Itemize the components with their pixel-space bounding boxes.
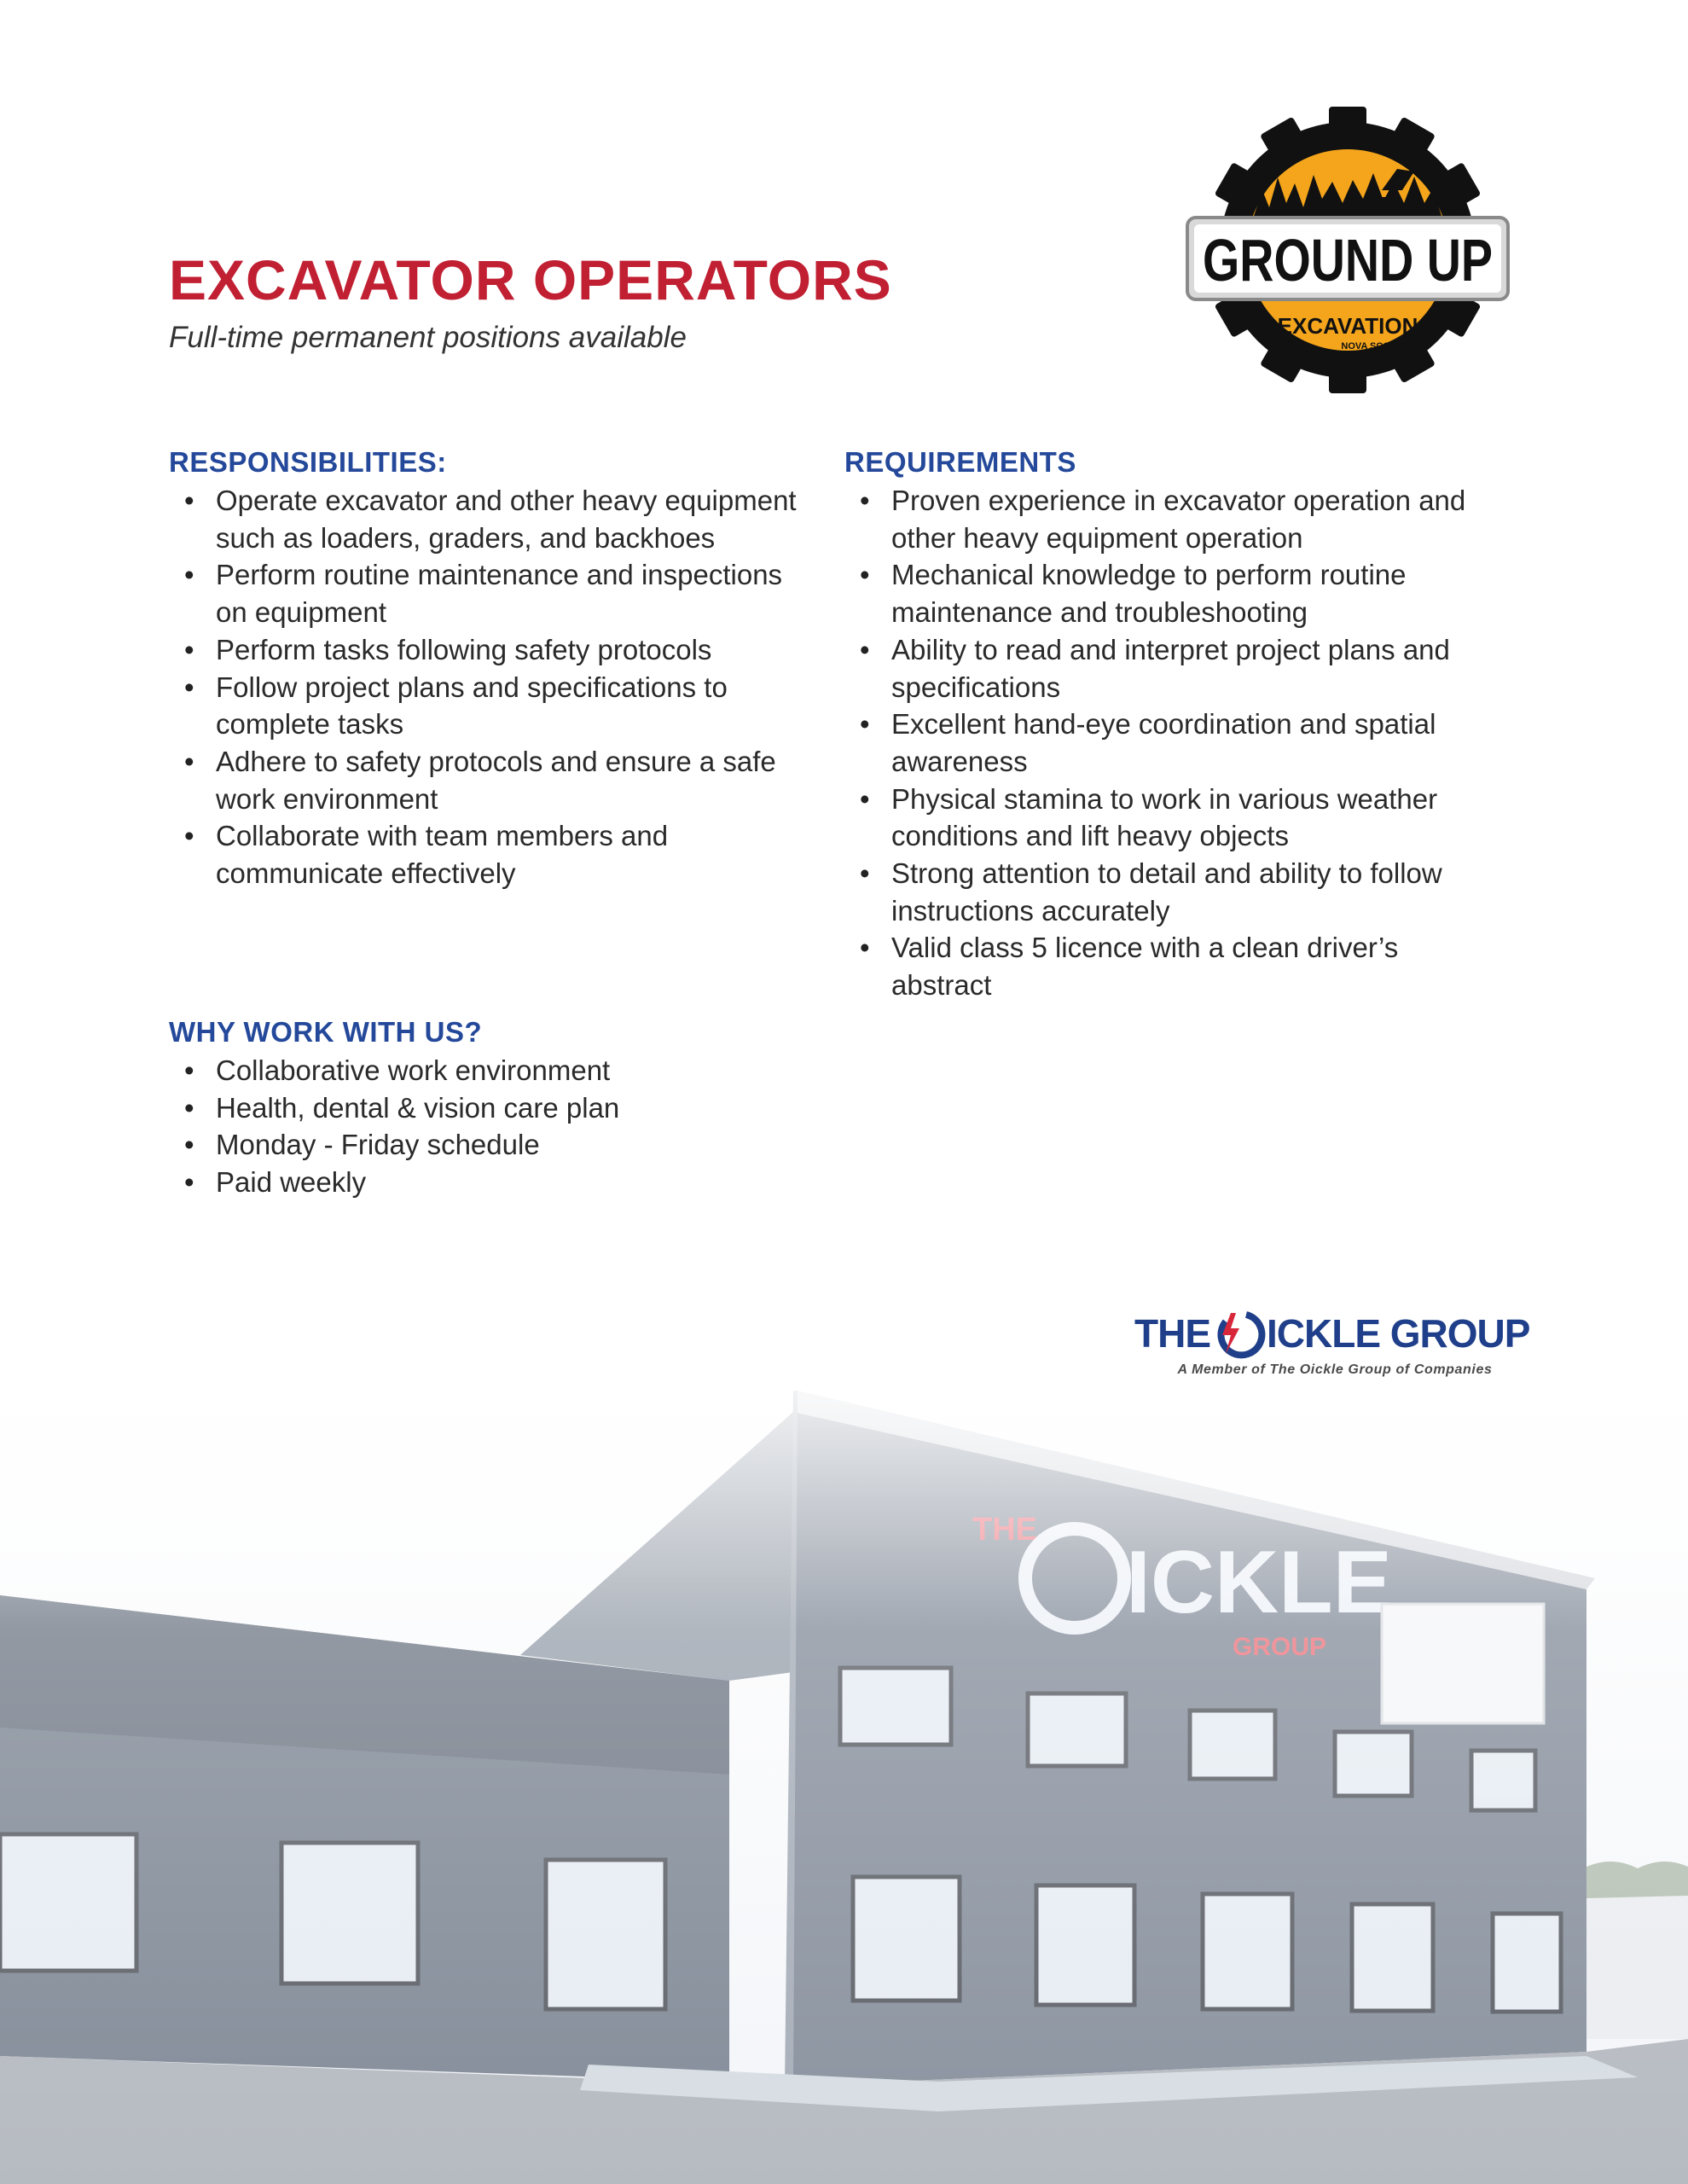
list-item: • Strong attention to detail and ability to follow instructions accurately	[844, 855, 1493, 929]
list-item: • Excellent hand-eye coordination and spatial awareness	[844, 706, 1493, 780]
why-work-heading: WHY WORK WITH US?	[169, 1016, 483, 1048]
list-item: • Paid weekly	[169, 1164, 800, 1201]
oickle-group-name-left: THE	[1134, 1311, 1210, 1356]
list-item: • Valid class 5 licence with a clean driver’s abstract	[844, 929, 1493, 1003]
list-item: • Adhere to safety protocols and ensure a safe work environment	[169, 743, 800, 817]
list-item: • Monday - Friday schedule	[169, 1126, 800, 1164]
list-item: • Physical stamina to work in various weather conditions and lift heavy objects	[844, 781, 1493, 855]
list-item: • Perform tasks following safety protocols	[169, 631, 800, 669]
why-work-section	[169, 1016, 800, 1201]
oickle-group-tagline: A Member of The Oickle Group of Companies	[1177, 1362, 1493, 1377]
requirements-section	[844, 446, 1493, 1004]
responsibilities-heading: RESPONSIBILITIES:	[169, 446, 447, 478]
responsibilities-list	[169, 482, 800, 892]
requirements-heading: REQUIREMENTS	[844, 446, 1076, 478]
oickle-group-logo	[1134, 1310, 1530, 1378]
list-item: • Perform routine maintenance and inspections on equipment	[169, 556, 800, 630]
requirements-list	[844, 482, 1493, 1004]
oickle-o-bolt-icon	[1212, 1310, 1265, 1357]
page-title: EXCAVATOR OPERATORS	[169, 248, 892, 311]
list-item: • Ability to read and interpret project plans and specifications	[844, 631, 1493, 706]
responsibilities-section	[169, 446, 800, 892]
logo-line2: EXCAVATION	[1277, 313, 1418, 339]
building-photo	[0, 1331, 1688, 2184]
oickle-group-name-right: ICKLE GROUP	[1267, 1311, 1530, 1356]
list-item: • Follow project plans and specifications to complete tasks	[169, 669, 800, 743]
ground-up-logo	[1186, 107, 1510, 392]
logo-line3: NOVA SCOTIA	[1341, 341, 1406, 351]
list-item: • Mechanical knowledge to perform routine maintenance and troubleshooting	[844, 556, 1493, 630]
oickle-group-wordmark	[1134, 1310, 1530, 1357]
list-item: • Health, dental & vision care plan	[169, 1089, 800, 1127]
list-item: • Collaborate with team members and communicate effectively	[169, 817, 800, 892]
list-item: • Collaborative work environment	[169, 1052, 800, 1089]
why-work-list	[169, 1052, 800, 1201]
list-item: • Proven experience in excavator operation and other heavy equipment operation	[844, 482, 1493, 556]
list-item: • Operate excavator and other heavy equipment such as loaders, graders, and backhoes	[169, 482, 800, 556]
logo-line1: GROUND UP	[1203, 227, 1493, 293]
page-subtitle: Full-time permanent positions available	[169, 321, 687, 354]
